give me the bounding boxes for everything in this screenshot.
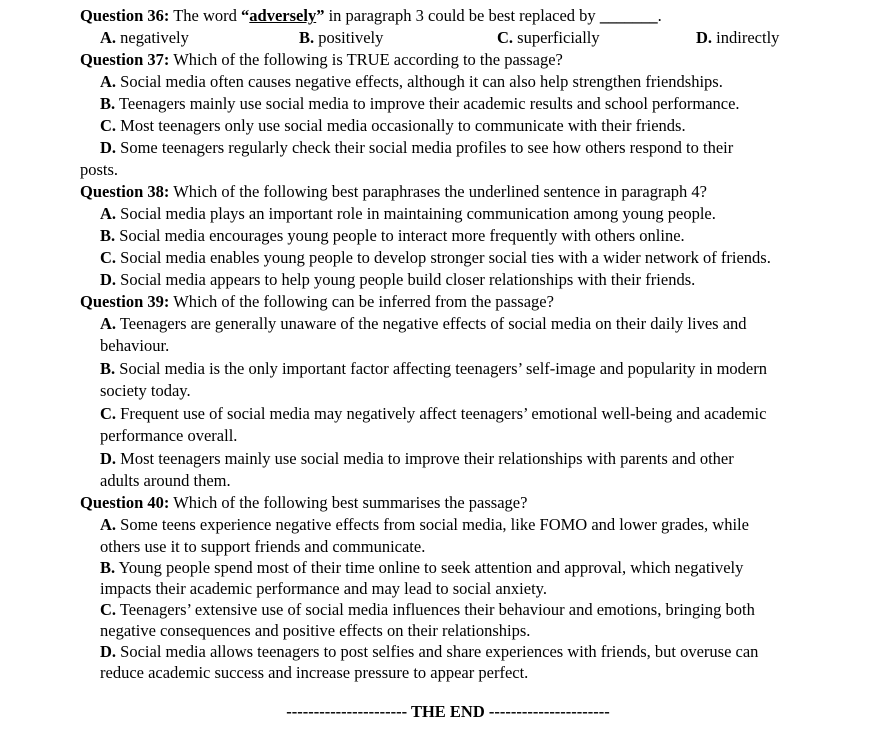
q38-option-a	[100, 204, 716, 224]
option-text: Most teenagers mainly use social media to improve their relationships with parents and other	[120, 449, 734, 468]
q37-option-c	[100, 116, 686, 136]
question-38-stem	[80, 182, 707, 202]
option-letter: A.	[100, 515, 117, 534]
quote-mark: ”	[316, 6, 325, 25]
the-end-marker: ---------------------- THE END ----------------------	[286, 702, 610, 721]
q38-option-c	[100, 248, 771, 268]
question-label: Question 38:	[80, 182, 170, 201]
q38-option-d	[100, 270, 695, 290]
q40-option-d	[100, 642, 758, 662]
q39-option-c-continuation: performance overall.	[100, 426, 238, 445]
option-text: Social media plays an important role in maintaining communication among young people.	[120, 204, 716, 223]
option-text: Most teenagers only use social media occasionally to communicate with their friends.	[120, 116, 686, 135]
question-text: The word	[173, 6, 237, 25]
option-text: positively	[318, 28, 384, 47]
option-letter: B.	[100, 558, 116, 577]
q40-option-b-continuation: impacts their academic performance and may lead to social anxiety.	[100, 579, 547, 598]
question-text: Which of the following best paraphrases the underlined sentence in paragraph 4?	[173, 182, 707, 201]
question-label: Question 39:	[80, 292, 170, 311]
q39-option-b	[100, 359, 767, 379]
option-letter: A.	[100, 72, 117, 91]
question-36-stem	[80, 6, 662, 26]
option-text: Social media encourages young people to interact more frequently with others online.	[119, 226, 685, 245]
q39-option-a-continuation: behaviour.	[100, 336, 170, 355]
q37-option-d-continuation: posts.	[80, 160, 119, 179]
option-letter: C.	[497, 28, 514, 47]
question-label: Question 40:	[80, 493, 170, 512]
option-text: Young people spend most of their time online to seek attention and approval, which negatively	[118, 558, 744, 577]
option-letter: D.	[696, 28, 713, 47]
target-word: adversely	[249, 6, 317, 25]
option-text: Social media appears to help young people build closer relationships with their friends.	[120, 270, 696, 289]
option-text: Social media enables young people to develop stronger social ties with a wider network of friends.	[120, 248, 771, 267]
q39-option-b-continuation: society today.	[100, 381, 191, 400]
answer-blank: _______	[599, 6, 658, 25]
question-text: Which of the following can be inferred from the passage?	[173, 292, 554, 311]
option-text: Frequent use of social media may negatively affect teenagers’ emotional well-being and academic	[120, 404, 767, 423]
option-letter: D.	[100, 642, 117, 661]
option-text: Some teenagers regularly check their social media profiles to see how others respond to their	[120, 138, 734, 157]
option-letter: C.	[100, 116, 117, 135]
option-letter: A.	[100, 28, 117, 47]
option-letter: D.	[100, 449, 117, 468]
option-letter: D.	[100, 270, 117, 289]
question-37-stem	[80, 50, 563, 70]
q37-option-b	[100, 94, 740, 114]
q36-option-b	[299, 28, 383, 48]
option-text: superficially	[517, 28, 600, 47]
q39-option-d	[100, 449, 734, 469]
question-text: Which of the following best summarises the passage?	[173, 493, 528, 512]
q37-option-d	[100, 138, 733, 158]
option-letter: C.	[100, 600, 117, 619]
q37-option-a	[100, 72, 723, 92]
option-letter: A.	[100, 204, 117, 223]
q38-option-b	[100, 226, 685, 246]
question-text: Which of the following is TRUE according to the passage?	[173, 50, 563, 69]
q39-option-a	[100, 314, 747, 334]
option-letter: B.	[100, 94, 116, 113]
question-39-stem	[80, 292, 554, 312]
option-text: Social media is the only important factor affecting teenagers’ self-image and popularity in modern	[119, 359, 767, 378]
q40-option-c-continuation: negative consequences and positive effects on their relationships.	[100, 621, 531, 640]
option-text: negatively	[120, 28, 189, 47]
q36-option-a	[100, 28, 189, 48]
q40-option-b	[100, 558, 743, 578]
q40-option-a	[100, 515, 749, 535]
question-40-stem	[80, 493, 527, 513]
question-text: in paragraph 3 could be best replaced by	[328, 6, 596, 25]
q40-option-a-continuation: others use it to support friends and communicate.	[100, 537, 426, 556]
option-letter: B.	[100, 226, 116, 245]
q39-option-d-continuation: adults around them.	[100, 471, 231, 490]
q40-option-d-continuation: reduce academic success and increase pressure to appear perfect.	[100, 663, 529, 682]
question-label: Question 36:	[80, 6, 170, 25]
option-text: indirectly	[716, 28, 780, 47]
option-letter: C.	[100, 404, 117, 423]
option-text: Teenagers are generally unaware of the negative effects of social media on their daily lives and	[119, 314, 747, 333]
question-label: Question 37:	[80, 50, 170, 69]
option-text: Social media allows teenagers to post selfies and share experiences with friends, but overuse can	[120, 642, 759, 661]
option-text: Teenagers’ extensive use of social media influences their behaviour and emotions, bringing both	[119, 600, 755, 619]
option-letter: C.	[100, 248, 117, 267]
period: .	[657, 6, 662, 25]
option-letter: A.	[100, 314, 117, 333]
option-text: Some teens experience negative effects from social media, like FOMO and lower grades, while	[120, 515, 749, 534]
option-letter: D.	[100, 138, 117, 157]
q36-option-d	[696, 28, 779, 48]
option-text: Social media often causes negative effects, although it can also help strengthen friendships.	[120, 72, 723, 91]
q39-option-c	[100, 404, 766, 424]
q40-option-c	[100, 600, 755, 620]
option-letter: B.	[299, 28, 315, 47]
q36-option-c	[497, 28, 600, 48]
option-letter: B.	[100, 359, 116, 378]
option-text: Teenagers mainly use social media to improve their academic results and school performance.	[118, 94, 740, 113]
quote-mark: “	[241, 6, 250, 25]
